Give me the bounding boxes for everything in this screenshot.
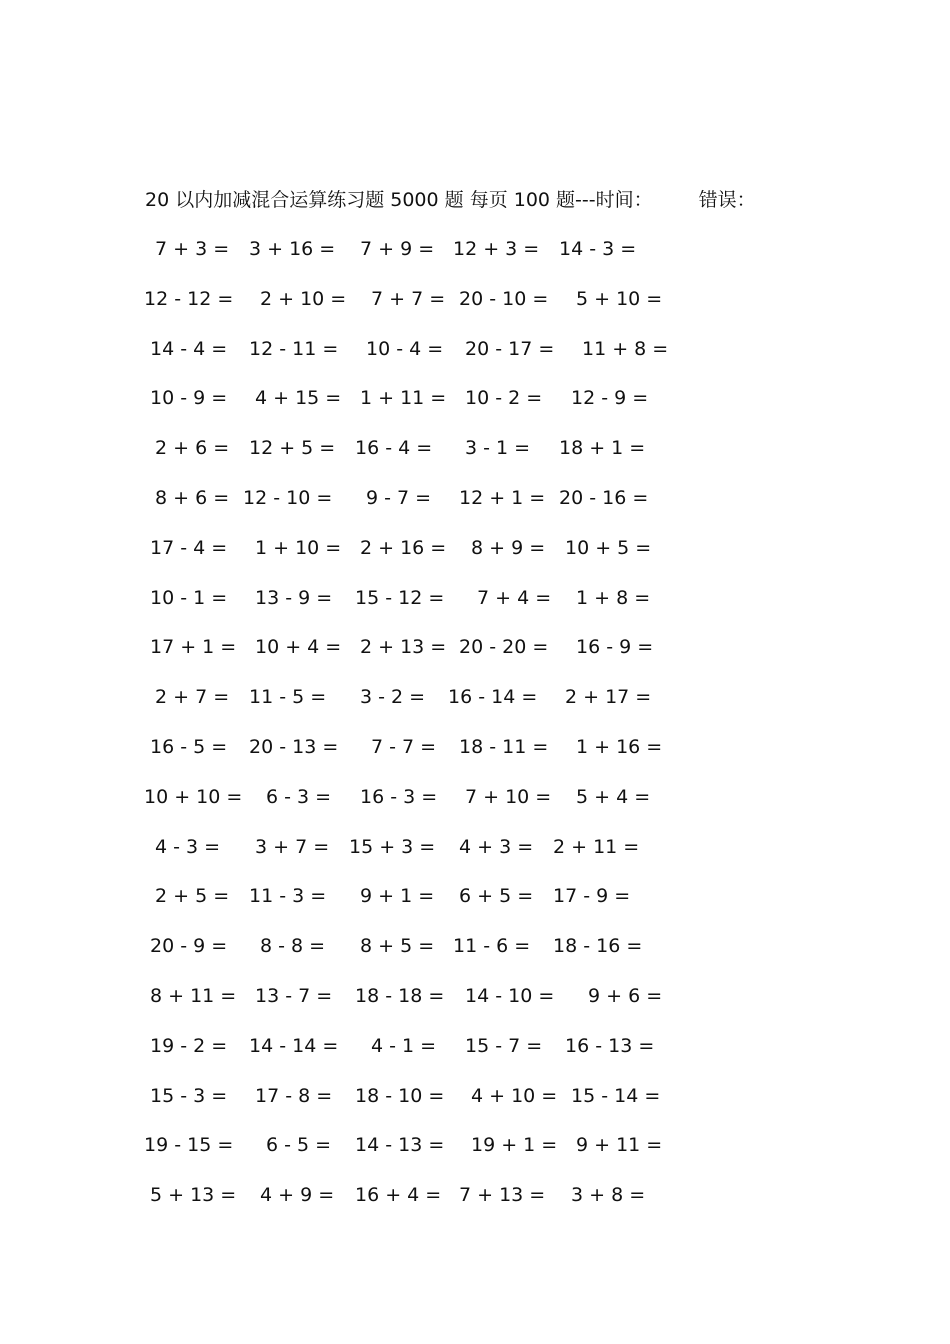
problem-item: 7 + 4 = (477, 587, 552, 609)
problem-item: 10 + 4 = (255, 636, 342, 658)
problem-item: 4 - 3 = (155, 836, 221, 858)
problem-item: 17 + 1 = (150, 636, 237, 658)
problem-item: 14 - 10 = (465, 985, 555, 1007)
problem-item: 16 - 5 = (150, 736, 228, 758)
problem-item: 2 + 6 = (155, 437, 230, 459)
problem-item: 3 + 8 = (571, 1184, 646, 1206)
problem-item: 14 - 4 = (150, 338, 228, 360)
problem-item: 15 - 12 = (355, 587, 445, 609)
problem-item: 15 - 14 = (571, 1085, 661, 1107)
problem-item: 4 - 1 = (371, 1035, 437, 1057)
problem-item: 6 - 3 = (266, 786, 332, 808)
problem-item: 15 - 7 = (465, 1035, 543, 1057)
problem-item: 6 - 5 = (266, 1134, 332, 1156)
problem-item: 7 + 3 = (155, 238, 230, 260)
problem-item: 18 - 10 = (355, 1085, 445, 1107)
problem-item: 15 - 3 = (150, 1085, 228, 1107)
problem-item: 19 + 1 = (471, 1134, 558, 1156)
problem-item: 17 - 8 = (255, 1085, 333, 1107)
problem-item: 16 + 4 = (355, 1184, 442, 1206)
problem-item: 15 + 3 = (349, 836, 436, 858)
problem-item: 16 - 13 = (565, 1035, 655, 1057)
problem-item: 9 - 7 = (366, 487, 432, 509)
problem-item: 11 - 6 = (453, 935, 531, 957)
problem-item: 2 + 17 = (565, 686, 652, 708)
problem-item: 1 + 10 = (255, 537, 342, 559)
problem-item: 14 - 13 = (355, 1134, 445, 1156)
problem-item: 1 + 16 = (576, 736, 663, 758)
problem-item: 13 - 7 = (255, 985, 333, 1007)
problem-item: 10 + 5 = (565, 537, 652, 559)
problem-item: 3 + 16 = (249, 238, 336, 260)
problem-item: 13 - 9 = (255, 587, 333, 609)
problem-item: 11 - 3 = (249, 885, 327, 907)
page-title: 20 以内加减混合运算练习题 5000 题 每页 100 题---时间： (145, 189, 653, 211)
problem-item: 10 - 4 = (366, 338, 444, 360)
problem-item: 7 - 7 = (371, 736, 437, 758)
problem-item: 12 - 11 = (249, 338, 339, 360)
problem-item: 18 - 16 = (553, 935, 643, 957)
problem-item: 10 + 10 = (144, 786, 243, 808)
problem-item: 9 + 11 = (576, 1134, 663, 1156)
problem-item: 9 + 1 = (360, 885, 435, 907)
problem-item: 2 + 10 = (260, 288, 347, 310)
problem-item: 8 + 11 = (150, 985, 237, 1007)
problem-item: 11 - 5 = (249, 686, 327, 708)
problem-item: 20 - 16 = (559, 487, 649, 509)
problem-item: 16 - 4 = (355, 437, 433, 459)
problem-item: 2 + 5 = (155, 885, 230, 907)
problem-item: 6 + 5 = (459, 885, 534, 907)
problem-item: 19 - 15 = (144, 1134, 234, 1156)
problem-item: 18 - 18 = (355, 985, 445, 1007)
problem-item: 4 + 15 = (255, 387, 342, 409)
problem-item: 19 - 2 = (150, 1035, 228, 1057)
problem-item: 20 - 20 = (459, 636, 549, 658)
problem-item: 16 - 3 = (360, 786, 438, 808)
problem-item: 16 - 9 = (576, 636, 654, 658)
problem-item: 14 - 14 = (249, 1035, 339, 1057)
problem-item: 11 + 8 = (582, 338, 669, 360)
problem-item: 12 + 5 = (249, 437, 336, 459)
problem-item: 18 - 11 = (459, 736, 549, 758)
problem-item: 12 - 9 = (571, 387, 649, 409)
problem-item: 2 + 11 = (553, 836, 640, 858)
problem-item: 12 + 3 = (453, 238, 540, 260)
problem-item: 1 + 8 = (576, 587, 651, 609)
problem-item: 5 + 10 = (576, 288, 663, 310)
problem-item: 8 + 6 = (155, 487, 230, 509)
problem-item: 8 + 5 = (360, 935, 435, 957)
problem-item: 10 - 2 = (465, 387, 543, 409)
problem-item: 7 + 7 = (371, 288, 446, 310)
problem-item: 8 - 8 = (260, 935, 326, 957)
problem-item: 9 + 6 = (588, 985, 663, 1007)
problem-item: 10 - 9 = (150, 387, 228, 409)
problem-item: 3 - 2 = (360, 686, 426, 708)
problem-item: 20 - 9 = (150, 935, 228, 957)
problem-item: 5 + 13 = (150, 1184, 237, 1206)
problem-item: 17 - 4 = (150, 537, 228, 559)
problem-item: 7 + 9 = (360, 238, 435, 260)
problem-item: 20 - 17 = (465, 338, 555, 360)
problem-item: 12 - 12 = (144, 288, 234, 310)
problem-item: 4 + 9 = (260, 1184, 335, 1206)
problem-item: 10 - 1 = (150, 587, 228, 609)
problem-item: 2 + 16 = (360, 537, 447, 559)
problem-item: 14 - 3 = (559, 238, 637, 260)
problem-item: 7 + 10 = (465, 786, 552, 808)
problem-item: 18 + 1 = (559, 437, 646, 459)
problem-item: 12 + 1 = (459, 487, 546, 509)
problem-item: 2 + 13 = (360, 636, 447, 658)
problem-item: 12 - 10 = (243, 487, 333, 509)
problem-item: 1 + 11 = (360, 387, 447, 409)
problem-item: 7 + 13 = (459, 1184, 546, 1206)
problem-item: 20 - 13 = (249, 736, 339, 758)
errors-label: 错误： (698, 189, 756, 211)
problem-item: 4 + 10 = (471, 1085, 558, 1107)
problem-item: 17 - 9 = (553, 885, 631, 907)
problem-item: 3 - 1 = (465, 437, 531, 459)
problem-item: 5 + 4 = (576, 786, 651, 808)
problem-item: 3 + 7 = (255, 836, 330, 858)
problem-item: 20 - 10 = (459, 288, 549, 310)
problem-item: 4 + 3 = (459, 836, 534, 858)
problem-item: 8 + 9 = (471, 537, 546, 559)
problem-item: 16 - 14 = (448, 686, 538, 708)
problem-item: 2 + 7 = (155, 686, 230, 708)
